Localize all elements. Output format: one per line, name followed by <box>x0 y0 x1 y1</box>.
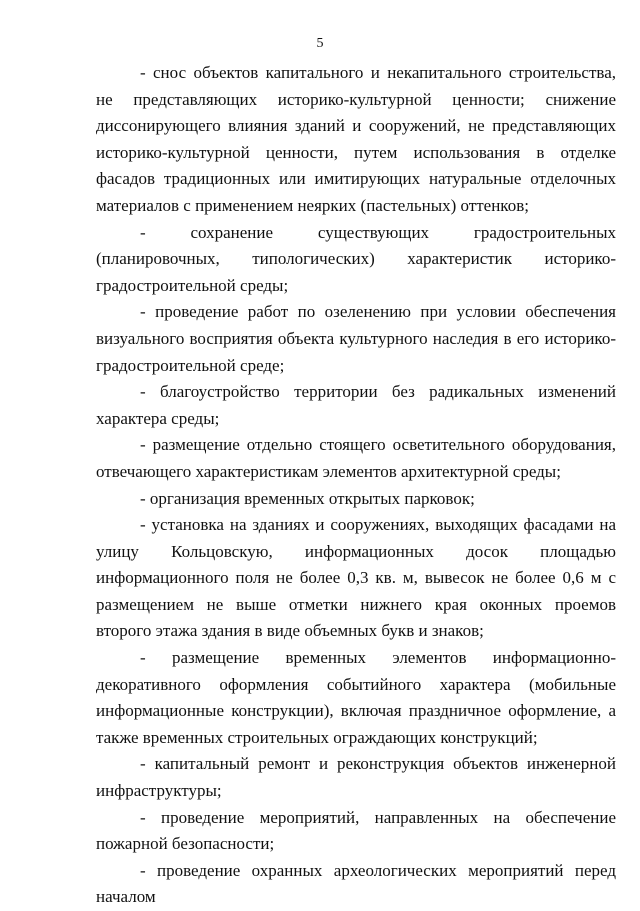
page-number: 5 <box>316 36 324 51</box>
list-item-demolition: - снос объектов капитального и некапитального строительства, не представляющих историко-культурной ценности; снижение диссонирующего влияния зданий и сооружений, не представляющих историко-культурной ценности, путем использования в отделке фасадов традиционных или имитирующих натуральные отделочных материалов с применением неярких (пастельных) оттенков; <box>96 63 616 215</box>
list-item-signage: - установка на зданиях и сооружениях, выходящих фасадами на улицу Кольцовскую, информационных досок площадью информационного поля не более 0,3 кв. м, вывесок не более 0,6 м с размещением не выше отметки нижнего края оконных проемов второго этажа здания в виде объемных букв и знаков; <box>96 515 616 641</box>
list-item-landscaping: - проведение работ по озеленению при условии обеспечения визуального восприятия объекта культурного наследия в его историко-градостроительной среде; <box>96 302 616 375</box>
list-item-lighting: - размещение отдельно стоящего осветительного оборудования, отвечающего характеристикам элементов архитектурной среды; <box>96 435 616 481</box>
list-item-improvement: - благоустройство территории без радикальных изменений характера среды; <box>96 382 616 428</box>
list-item-preservation: - сохранение существующих градостроительных (планировочных, типологических) характеристик историко-градостроительной среды; <box>96 222 616 295</box>
list-item-fire-safety: - проведение мероприятий, направленных на обеспечение пожарной безопасности; <box>96 807 616 854</box>
list-item-temporary-elements: - размещение временных элементов информационно-декоративного оформления событийного характера (мобильные информационные конструкции), включая праздничное оформление, а также временных строительных ограждающих конструкций; <box>96 648 616 747</box>
list-item-parking: - организация временных открытых парковок; <box>140 488 475 508</box>
list-item-archaeology: - проведение охранных археологических мероприятий перед началом <box>96 860 616 907</box>
list-item-infrastructure: - капитальный ремонт и реконструкция объектов инженерной инфраструктуры; <box>96 754 616 801</box>
document-body <box>96 60 616 911</box>
